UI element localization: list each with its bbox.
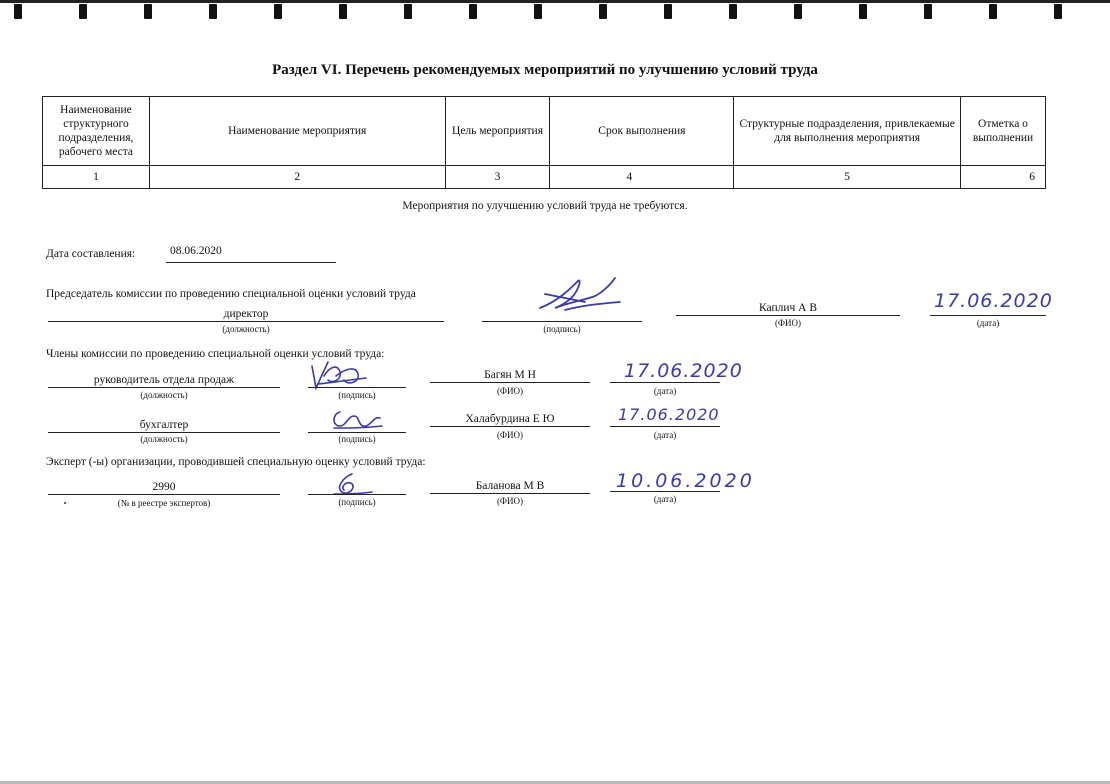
section-title: Раздел VI. Перечень рекомендуемых мероприятий по улучшению условий труда: [272, 62, 818, 78]
expert-signature-caption: (подпись): [338, 497, 376, 507]
column-header: Наименование структурного подразделения, рабочего места: [43, 97, 150, 166]
binding-hole: [599, 4, 607, 19]
date-compiled-line: [166, 262, 336, 263]
binding-hole: [274, 4, 282, 19]
member-fio-caption: (ФИО): [496, 386, 524, 396]
member-name-line: [430, 382, 590, 383]
member-date-caption: (дата): [653, 430, 677, 440]
member-date-line: [610, 426, 720, 427]
binding-hole: [144, 4, 152, 19]
expert-registry-line: [48, 494, 280, 495]
members-heading: Члены комиссии по проведению специальной оценки условий труда:: [46, 348, 385, 360]
binding-hole: [14, 4, 22, 19]
expert-signature-line: [308, 494, 406, 495]
chairman-date-caption: (дата): [976, 318, 1000, 328]
member-date-handwritten: 17.06.2020: [618, 405, 720, 424]
chairman-position-line: [48, 321, 444, 322]
column-header: Цель мероприятия: [445, 97, 550, 166]
binding-hole: [209, 4, 217, 19]
chairman-date-line: [930, 315, 1046, 316]
binding-hole: [794, 4, 802, 19]
binding-hole: [79, 4, 87, 19]
expert-date-handwritten: 10.06.2020: [616, 470, 755, 492]
date-compiled-value: 08.06.2020: [170, 245, 222, 257]
chairman-heading: Председатель комиссии по проведению специальной оценки условий труда: [46, 288, 416, 300]
member-position: бухгалтер: [139, 419, 189, 431]
member-position-caption: (должность): [140, 434, 188, 444]
no-measures-note: Мероприятия по улучшению условий труда не требуются.: [402, 200, 688, 212]
column-number: 3: [445, 166, 550, 189]
binding-hole: [859, 4, 867, 19]
chairman-signature-line: [482, 321, 642, 322]
member-fio-caption: (ФИО): [496, 430, 524, 440]
expert-date-caption: (дата): [653, 494, 677, 504]
chairman-name-line: [676, 315, 900, 316]
member-name-line: [430, 426, 590, 427]
expert-name-line: [430, 493, 590, 494]
binding-hole: [469, 4, 477, 19]
expert-heading: Эксперт (-ы) организации, проводившей специальную оценку условий труда:: [46, 456, 426, 468]
measures-table: [42, 96, 1046, 189]
expert-registry-number: 2990: [152, 481, 176, 493]
binding-hole: [404, 4, 412, 19]
member-name: Багян М Н: [484, 369, 536, 381]
binding-hole: [339, 4, 347, 19]
binding-hole: [729, 4, 737, 19]
expert-registry-caption: (№ в реестре экспертов): [117, 498, 211, 508]
binding-hole: [1054, 4, 1062, 19]
member-position-caption: (должность): [140, 390, 188, 400]
table-header-row: [43, 97, 1046, 166]
chairman-position-caption: (должность): [222, 324, 270, 334]
column-header: Наименование мероприятия: [149, 97, 445, 166]
column-number: 1: [43, 166, 150, 189]
column-header: Отметка о выполнении: [961, 97, 1046, 166]
binding-hole: [534, 4, 542, 19]
member-signature-caption: (подпись): [338, 434, 376, 444]
chairman-name: Каплич А В: [758, 302, 818, 314]
member-signature: [326, 406, 386, 434]
chairman-signature-caption: (подпись): [543, 324, 581, 334]
member-signature-line: [308, 387, 406, 388]
column-number: 2: [149, 166, 445, 189]
expert-name: Баланова М В: [475, 480, 545, 492]
expert-date-line: [610, 491, 720, 492]
chairman-position: директор: [223, 308, 269, 320]
expert-fio-caption: (ФИО): [496, 496, 524, 506]
binding-hole: [989, 4, 997, 19]
binding-hole: [664, 4, 672, 19]
binding-strip: [0, 0, 1110, 22]
binding-bar: [0, 0, 1110, 3]
column-number: 6: [961, 166, 1046, 189]
column-number: 5: [734, 166, 961, 189]
chairman-date-handwritten: 17.06.2020: [934, 290, 1053, 312]
member-position-line: [48, 387, 280, 388]
column-header: Структурные подразделения, привлекаемые для выполнения мероприятия: [734, 97, 961, 166]
member-name: Халабурдина Е Ю: [465, 413, 555, 425]
binding-hole: [924, 4, 932, 19]
member-position: руководитель отдела продаж: [93, 374, 235, 386]
member-date-caption: (дата): [653, 386, 677, 396]
column-number: 4: [550, 166, 734, 189]
chairman-fio-caption: (ФИО): [774, 318, 802, 328]
member-position-line: [48, 432, 280, 433]
date-compiled-label: Дата составления:: [46, 248, 136, 260]
member-date-handwritten: 17.06.2020: [624, 360, 743, 382]
table-number-row: [43, 166, 1046, 189]
member-signature-caption: (подпись): [338, 390, 376, 400]
member-date-line: [610, 382, 720, 383]
column-header: Срок выполнения: [550, 97, 734, 166]
member-signature-line: [308, 432, 406, 433]
chairman-signature: [525, 272, 635, 322]
